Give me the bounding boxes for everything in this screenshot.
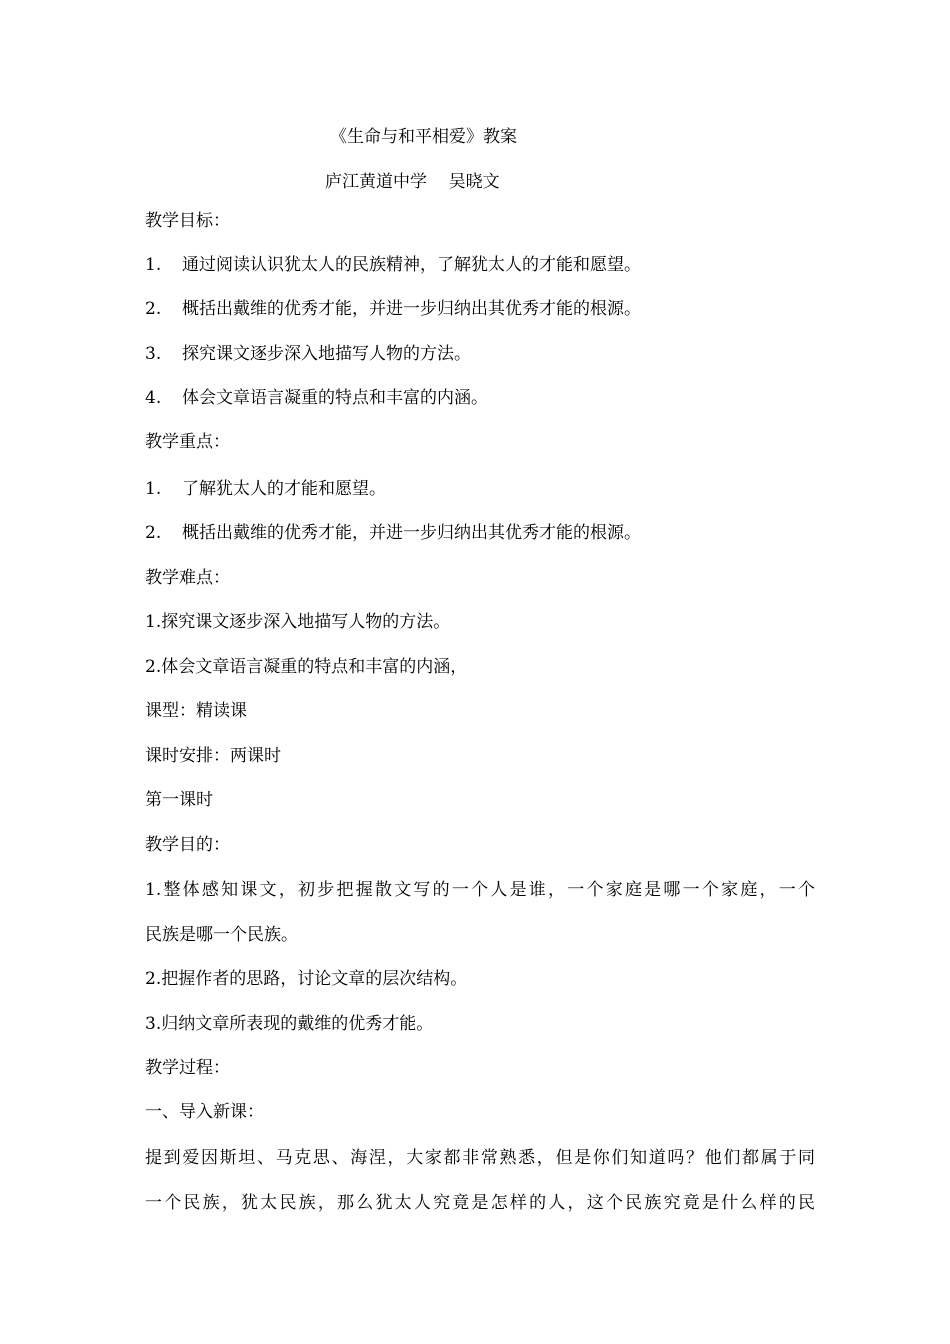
key-point-number: 2. — [145, 523, 162, 543]
intro-paragraph-line: 一个民族，犹太民族，那么犹太人究竟是怎样的人，这个民族究竟是什么样的民 — [145, 1193, 815, 1213]
author-name: 吴晓文 — [448, 172, 500, 192]
key-point-text: 概括出戴维的优秀才能，并进一步归纳出其优秀才能的根源。 — [182, 523, 641, 543]
author-line — [325, 171, 625, 193]
key-point-number: 1. — [145, 479, 162, 499]
goal-text: 体会文章语言凝重的特点和丰富的内涵。 — [182, 388, 488, 408]
goal-number: 4. — [145, 388, 162, 408]
document-title: 《生命与和平相爱》教案 — [330, 127, 517, 147]
goal-number: 2. — [145, 299, 162, 319]
difficulty-item: 2.体会文章语言凝重的特点和丰富的内涵， — [145, 657, 468, 677]
goal-item — [145, 298, 815, 320]
key-points-heading: 教学重点： — [145, 432, 230, 452]
objective-item-continued: 民族是哪一个民族。 — [145, 925, 298, 945]
intro-paragraph-line: 提到爱因斯坦、马克思、海涅，大家都非常熟悉，但是你们知道吗？他们都属于同 — [145, 1148, 815, 1168]
lesson-type: 课型：精读课 — [145, 701, 247, 721]
schedule: 课时安排：两课时 — [145, 746, 281, 766]
difficulty-item: 1.探究课文逐步深入地描写人物的方法。 — [145, 612, 451, 632]
objective-item: 1.整体感知课文，初步把握散文写的一个人是谁，一个家庭是哪一个家庭，一个 — [145, 880, 815, 900]
goal-item — [145, 254, 815, 276]
objective-item: 2.把握作者的思路，讨论文章的层次结构。 — [145, 969, 468, 989]
objective-item: 3.归纳文章所表现的戴维的优秀才能。 — [145, 1014, 434, 1034]
goal-number: 3. — [145, 344, 162, 364]
goal-text: 通过阅读认识犹太人的民族精神，了解犹太人的才能和愿望。 — [182, 255, 641, 275]
objectives-heading: 教学目的： — [145, 835, 230, 855]
key-point-item — [145, 478, 815, 500]
first-lesson-heading: 第一课时 — [145, 790, 213, 810]
key-point-item — [145, 522, 815, 544]
key-point-text: 了解犹太人的才能和愿望。 — [182, 479, 386, 499]
goal-item — [145, 387, 815, 409]
section-heading: 一、导入新课： — [145, 1102, 264, 1122]
difficulties-heading: 教学难点： — [145, 568, 230, 588]
goal-item — [145, 343, 815, 365]
goal-text: 探究课文逐步深入地描写人物的方法。 — [182, 344, 471, 364]
goals-heading: 教学目标： — [145, 211, 230, 231]
goal-number: 1. — [145, 255, 162, 275]
author-school: 庐江黄道中学 — [325, 172, 427, 192]
goal-text: 概括出戴维的优秀才能，并进一步归纳出其优秀才能的根源。 — [182, 299, 641, 319]
process-heading: 教学过程： — [145, 1058, 230, 1078]
